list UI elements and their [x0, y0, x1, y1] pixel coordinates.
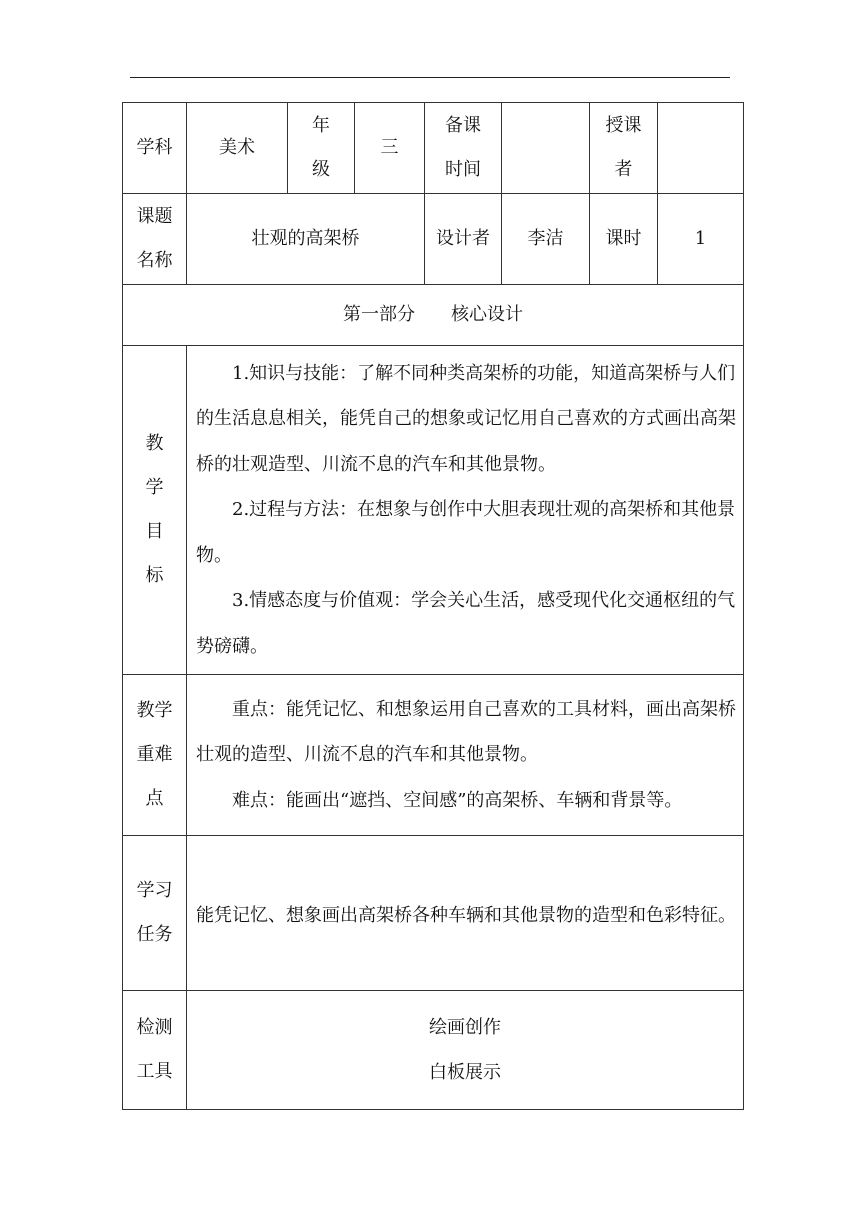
- learning-task-content: 能凭记忆、想象画出高架桥各种车辆和其他景物的造型和色彩特征。: [187, 836, 744, 991]
- title-value: 壮观的高架桥: [187, 194, 425, 285]
- key-point-paragraph: 重点：能凭记忆、和想象运用自己喜欢的工具材料，画出高架桥壮观的造型、川流不息的汽车和其他景物。: [196, 698, 736, 766]
- title-label-line: 名称: [136, 250, 173, 271]
- period-value: 1: [658, 194, 744, 285]
- title-label-line: 课题: [136, 206, 173, 227]
- subject-value: 美术: [187, 103, 288, 194]
- prep-time-label-line: 时间: [445, 159, 481, 180]
- goals-label-char: 学: [145, 477, 164, 498]
- designer-label: 设计者: [425, 194, 502, 285]
- assessment-item: 绘画创作: [429, 1017, 501, 1038]
- key-points-label-line: 教学: [136, 700, 173, 721]
- teacher-label-line: 者: [614, 159, 633, 180]
- title-row: [123, 194, 744, 285]
- learning-task-label-line: 任务: [136, 924, 173, 945]
- goal-paragraph: 2.过程与方法：在想象与创作中大胆表现壮观的高架桥和其他景物。: [196, 499, 736, 566]
- goals-label-char: 教: [145, 433, 164, 454]
- assessment-label: [123, 991, 187, 1110]
- grade-label: [288, 103, 355, 194]
- assessment-label-line: 工具: [136, 1061, 173, 1082]
- goals-row: [123, 346, 744, 675]
- key-points-label-line: 重难: [136, 744, 173, 765]
- goals-label-char: 目: [145, 521, 164, 542]
- prep-time-label-line: 备课: [445, 115, 481, 136]
- key-points-label: [123, 675, 187, 836]
- prep-time-value: [502, 103, 590, 194]
- learning-task-label-line: 学习: [136, 880, 173, 901]
- key-points-label-line: 点: [145, 788, 164, 809]
- assessment-row: [123, 991, 744, 1110]
- prep-time-label: [425, 103, 502, 194]
- designer-value: 李洁: [502, 194, 590, 285]
- info-row: [123, 103, 744, 194]
- section-row: [123, 285, 744, 346]
- header-rule: [130, 77, 730, 78]
- grade-label-line: 级: [312, 159, 330, 180]
- grade-value: 三: [355, 103, 425, 194]
- key-point-paragraph: 难点：能画出“遮挡、空间感”的高架桥、车辆和背景等。: [232, 789, 683, 811]
- lesson-plan-table: [122, 102, 744, 1110]
- assessment-item: 白板展示: [429, 1062, 501, 1083]
- subject-label: 学科: [123, 103, 187, 194]
- assessment-content: [187, 991, 744, 1110]
- teacher-value: [658, 103, 744, 194]
- key-points-content: [187, 675, 744, 836]
- title-label: [123, 194, 187, 285]
- goals-content: [187, 346, 744, 675]
- period-label: 课时: [590, 194, 658, 285]
- grade-label-line: 年: [312, 115, 330, 136]
- goal-paragraph: 1.知识与技能：了解不同种类高架桥的功能，知道高架桥与人们的生活息息相关，能凭自己的想象或记忆用自己喜欢的方式画出高架桥的壮观造型、川流不息的汽车和其他景物。: [196, 362, 736, 475]
- key-points-row: [123, 675, 744, 836]
- goals-label-char: 标: [145, 565, 164, 586]
- goals-label: [123, 346, 187, 675]
- learning-task-row: [123, 836, 744, 991]
- section-heading: 第一部分 核心设计: [123, 285, 744, 346]
- teacher-label-line: 授课: [605, 115, 642, 136]
- assessment-label-line: 检测: [136, 1017, 173, 1038]
- teacher-label: [590, 103, 658, 194]
- goal-paragraph: 3.情感态度与价值观：学会关心生活，感受现代化交通枢纽的气势磅礴。: [196, 590, 736, 657]
- learning-task-label: [123, 836, 187, 991]
